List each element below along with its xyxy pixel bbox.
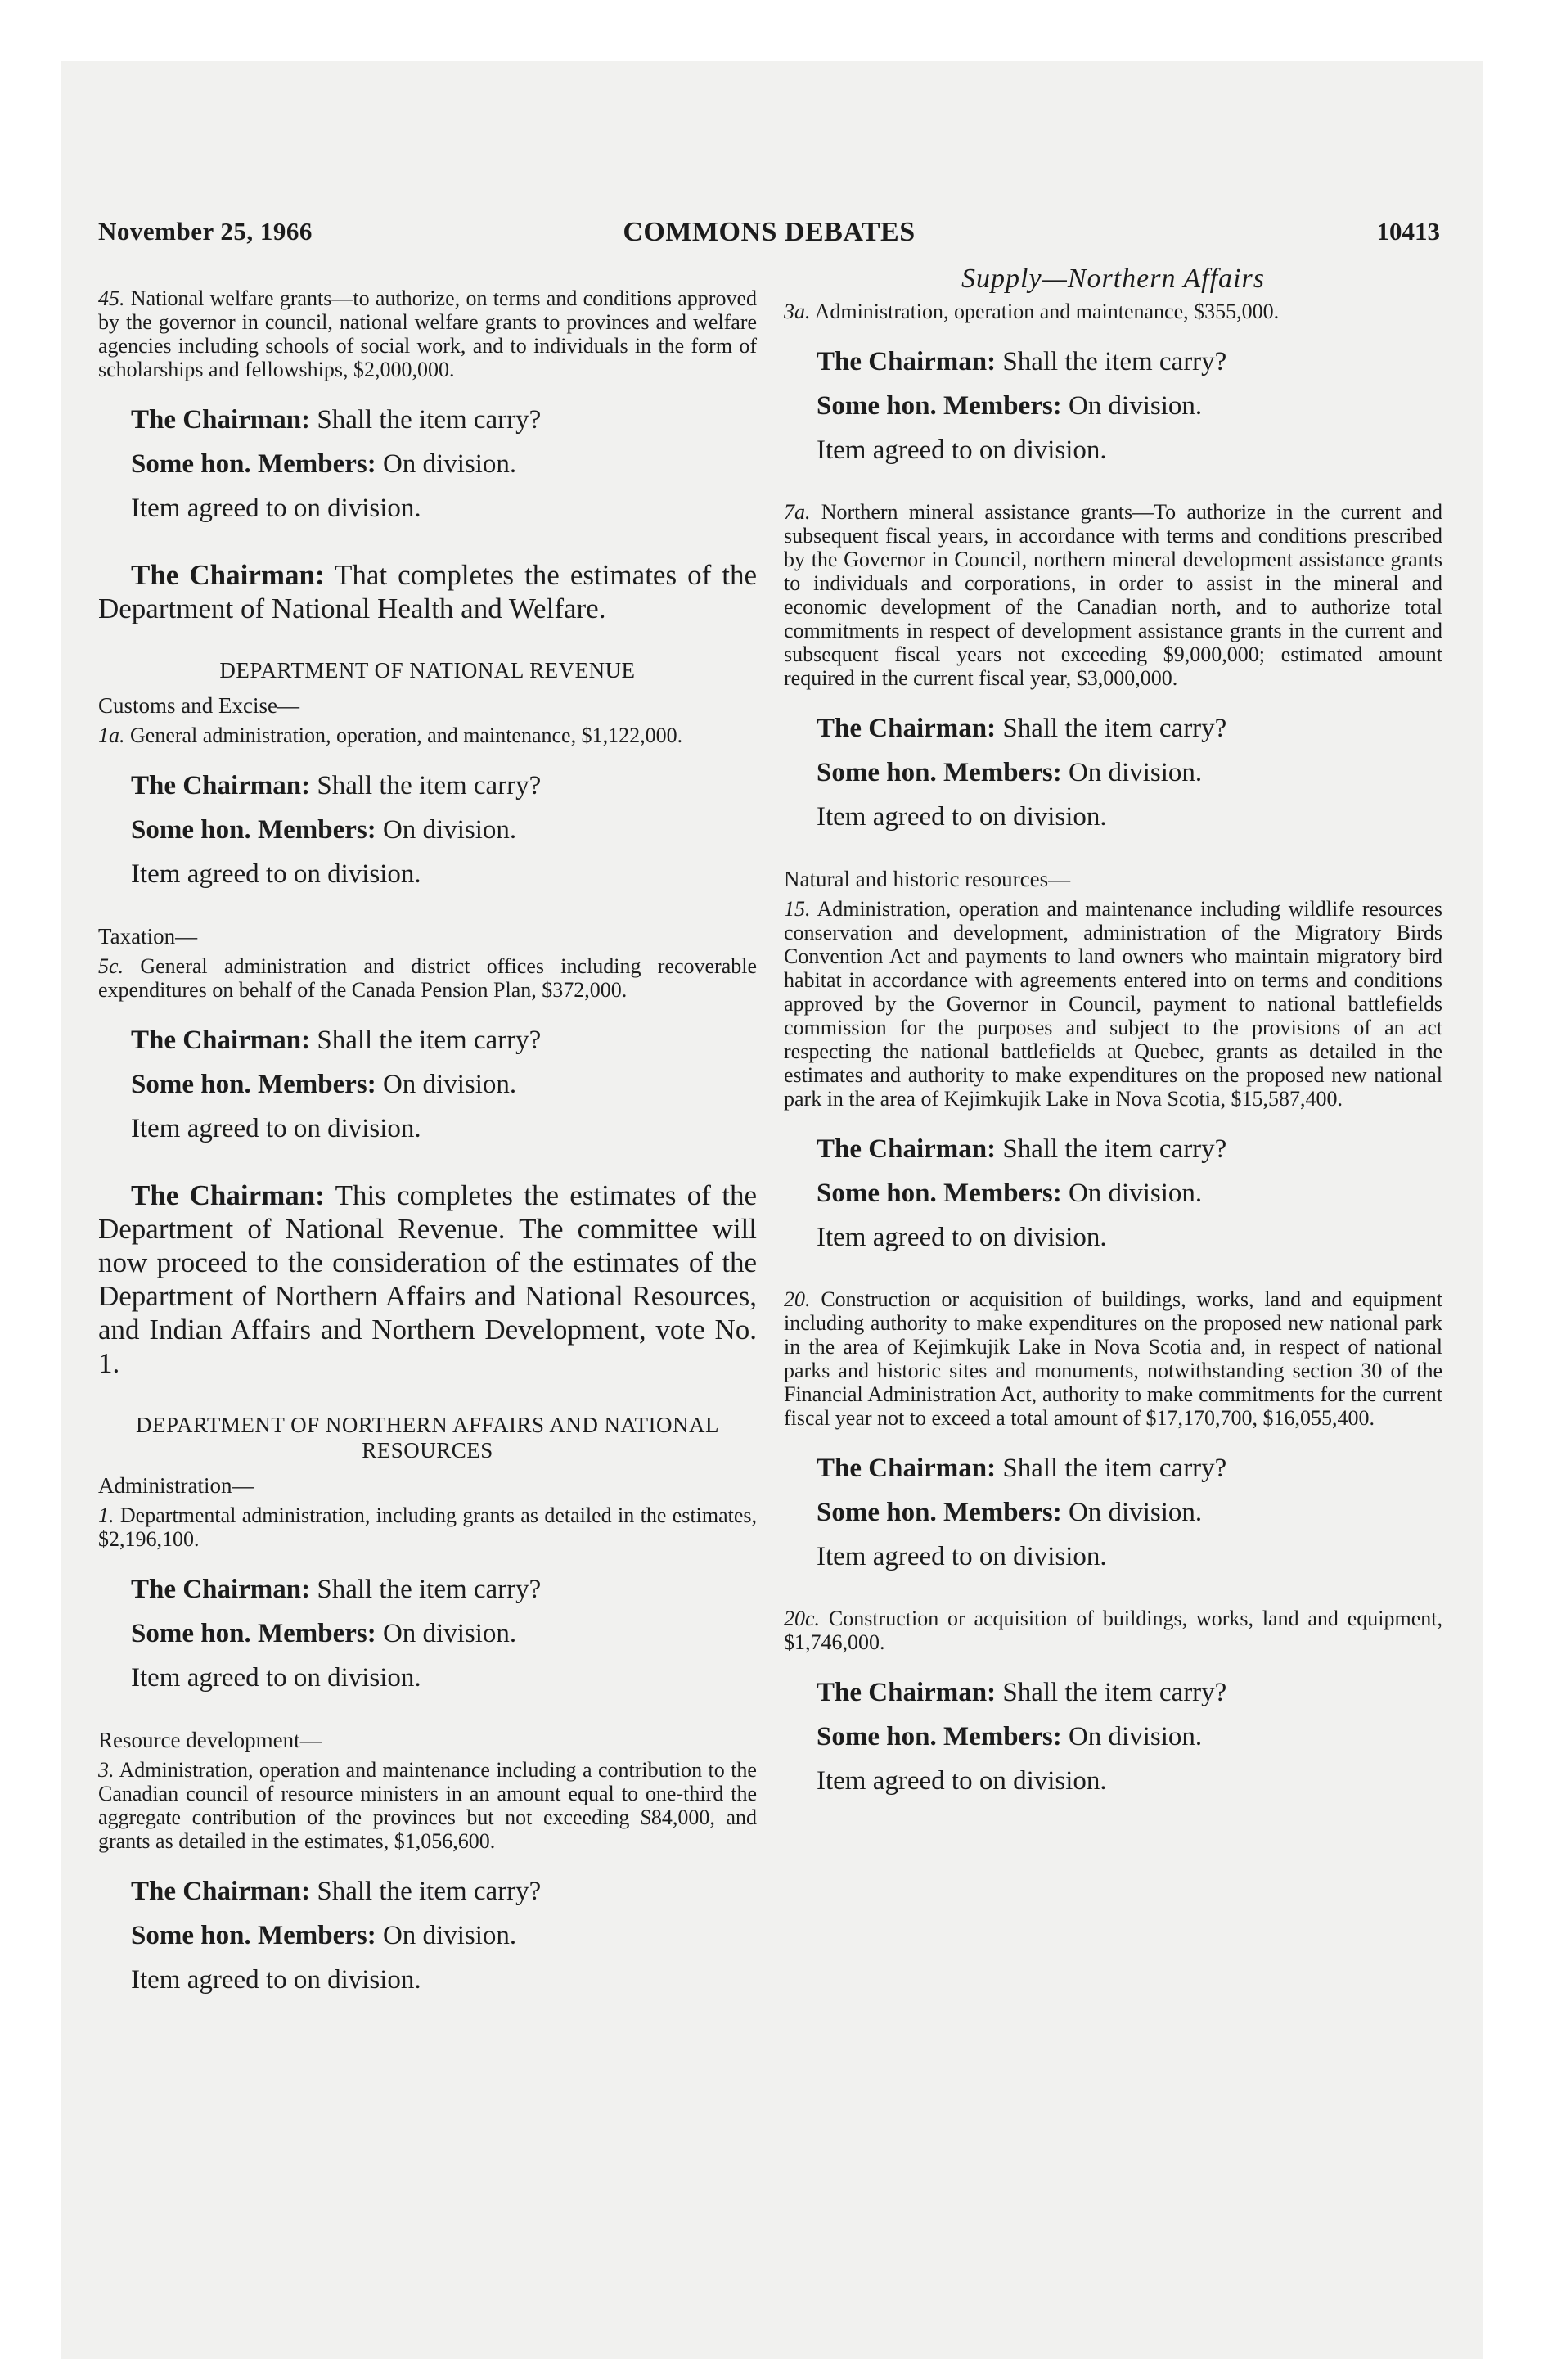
item-agreed: Item agreed to on division. bbox=[131, 1663, 421, 1693]
header-page-number: 10413 bbox=[1376, 217, 1440, 246]
item-agreed: Item agreed to on division. bbox=[817, 1542, 1107, 1571]
section-title: Supply—Northern Affairs bbox=[961, 264, 1265, 294]
department-heading-northern: DEPARTMENT OF NORTHERN AFFAIRS AND NATIONAL RESOURCES bbox=[135, 1413, 720, 1463]
subheading-customs: Customs and Excise— bbox=[98, 693, 299, 718]
chairman-question: The Chairman: Shall the item carry? bbox=[817, 347, 1227, 376]
item-agreed: Item agreed to on division. bbox=[131, 859, 421, 889]
item-agreed: Item agreed to on division. bbox=[131, 1114, 421, 1143]
vote-45: 45. National welfare grants—to authorize, on terms and conditions approved by the governor in council, national welfare grants to provinces and welfare agencies including schools of social work, and to individuals in the form of scholarships and fellowships, $2,000,000. bbox=[98, 286, 757, 381]
item-agreed: Item agreed to on division. bbox=[817, 435, 1107, 465]
right-column bbox=[784, 264, 1443, 1831]
members-answer: Some hon. Members: On division. bbox=[131, 1070, 517, 1099]
chairman-question: The Chairman: Shall the item carry? bbox=[131, 1575, 542, 1604]
chairman-question: The Chairman: Shall the item carry? bbox=[817, 1678, 1227, 1707]
chairman-question: The Chairman: Shall the item carry? bbox=[131, 771, 542, 800]
members-answer: Some hon. Members: On division. bbox=[817, 1722, 1203, 1751]
subheading-taxation: Taxation— bbox=[98, 924, 198, 949]
chairman-question: The Chairman: Shall the item carry? bbox=[131, 1025, 542, 1055]
chairman-statement-health: The Chairman: That completes the estimates of the Department of National Health and Welfare. bbox=[98, 559, 757, 624]
vote-3: 3. Administration, operation and maintenance including a contribution to the Canadian council of resource ministers in an amount equal to one-third the aggregate contribution of the provinces but not exceeding $84,000, and grants as detailed in the estimates, $1,056,600. bbox=[98, 1758, 757, 1853]
item-agreed: Item agreed to on division. bbox=[131, 494, 421, 523]
chairman-question: The Chairman: Shall the item carry? bbox=[817, 1134, 1227, 1164]
members-answer: Some hon. Members: On division. bbox=[131, 1921, 517, 1950]
chairman-question: The Chairman: Shall the item carry? bbox=[817, 714, 1227, 743]
item-agreed: Item agreed to on division. bbox=[817, 1223, 1107, 1252]
vote-1a: 1a. General administration, operation, and maintenance, $1,122,000. bbox=[98, 723, 683, 747]
item-agreed: Item agreed to on division. bbox=[817, 802, 1107, 832]
members-answer: Some hon. Members: On division. bbox=[131, 1619, 517, 1648]
department-heading-revenue: DEPARTMENT OF NATIONAL REVENUE bbox=[219, 658, 636, 683]
members-answer: Some hon. Members: On division. bbox=[817, 391, 1203, 421]
members-answer: Some hon. Members: On division. bbox=[131, 449, 517, 479]
chairman-question: The Chairman: Shall the item carry? bbox=[131, 405, 542, 435]
chairman-statement-revenue: The Chairman: This completes the estimates of the Department of National Revenue. The committee will now proceed to the consideration of the estimates of the Department of Northern Affairs and National Resources, and Indian Affairs and Northern Development, vote No. 1. bbox=[98, 1179, 757, 1379]
vote-15: 15. Administration, operation and maintenance including wildlife resources conservation and development, administration of the Migratory Birds Convention Act and payments to land owners who maintain migratory bird habitat in accordance with agreements entered into on terms and conditions approved by the Governor in Council, payment to national battlefields commission for the purposes and subject to the provisions of an act respecting the national battlefields at Quebec, grants as detailed in the estimates and authority to make expenditures on the proposed new national park in the area of Kejimkujik Lake in Nova Scotia, $15,587,400. bbox=[784, 897, 1442, 1111]
vote-20: 20. Construction or acquisition of buildings, works, land and equipment including authority to make expenditures on the proposed new national park in the area of Kejimkujik Lake in Nova Scotia and, in respect of national parks and historic sites and monuments, notwithstanding section 30 of the Financial Administration Act, authority to make commitments for the current fiscal year not to exceed a total amount of $17,170,700, $16,055,400. bbox=[784, 1287, 1443, 1430]
subheading-natural: Natural and historic resources— bbox=[784, 867, 1071, 891]
left-column bbox=[98, 286, 757, 2030]
subheading-resource: Resource development— bbox=[98, 1728, 322, 1752]
running-header bbox=[98, 217, 1440, 258]
item-agreed: Item agreed to on division. bbox=[131, 1965, 421, 1995]
vote-7a: 7a. Northern mineral assistance grants—To authorize in the current and subsequent fiscal years, in accordance with terms and conditions prescribed by the Governor in Council, northern mineral development assistance grants to individuals and corporations, in order to assist in the mineral and economic development of the Canadian north, and to authorize total commitments in respect of development assistance grants in the current and subsequent fiscal years not exceeding $9,000,000; estimated amount required in the current fiscal year, $3,000,000. bbox=[784, 500, 1442, 690]
members-answer: Some hon. Members: On division. bbox=[817, 1179, 1203, 1208]
vote-1: 1. Departmental administration, including grants as detailed in the estimates, $2,196,100. bbox=[98, 1503, 757, 1551]
header-title: COMMONS DEBATES bbox=[623, 217, 916, 247]
members-answer: Some hon. Members: On division. bbox=[817, 758, 1203, 787]
members-answer: Some hon. Members: On division. bbox=[817, 1498, 1203, 1527]
vote-3a: 3a. Administration, operation and maintenance, $355,000. bbox=[784, 300, 1280, 323]
item-agreed: Item agreed to on division. bbox=[817, 1766, 1107, 1796]
vote-5c: 5c. General administration and district offices including recoverable expenditures on behalf of the Canada Pension Plan, $372,000. bbox=[98, 954, 758, 1002]
chairman-question: The Chairman: Shall the item carry? bbox=[131, 1877, 542, 1906]
vote-20c: 20c. Construction or acquisition of buildings, works, land and equipment, $1,746,000. bbox=[784, 1607, 1442, 1654]
chairman-question: The Chairman: Shall the item carry? bbox=[817, 1454, 1227, 1483]
members-answer: Some hon. Members: On division. bbox=[131, 815, 517, 845]
header-date: November 25, 1966 bbox=[98, 217, 313, 246]
subheading-administration: Administration— bbox=[98, 1473, 254, 1498]
